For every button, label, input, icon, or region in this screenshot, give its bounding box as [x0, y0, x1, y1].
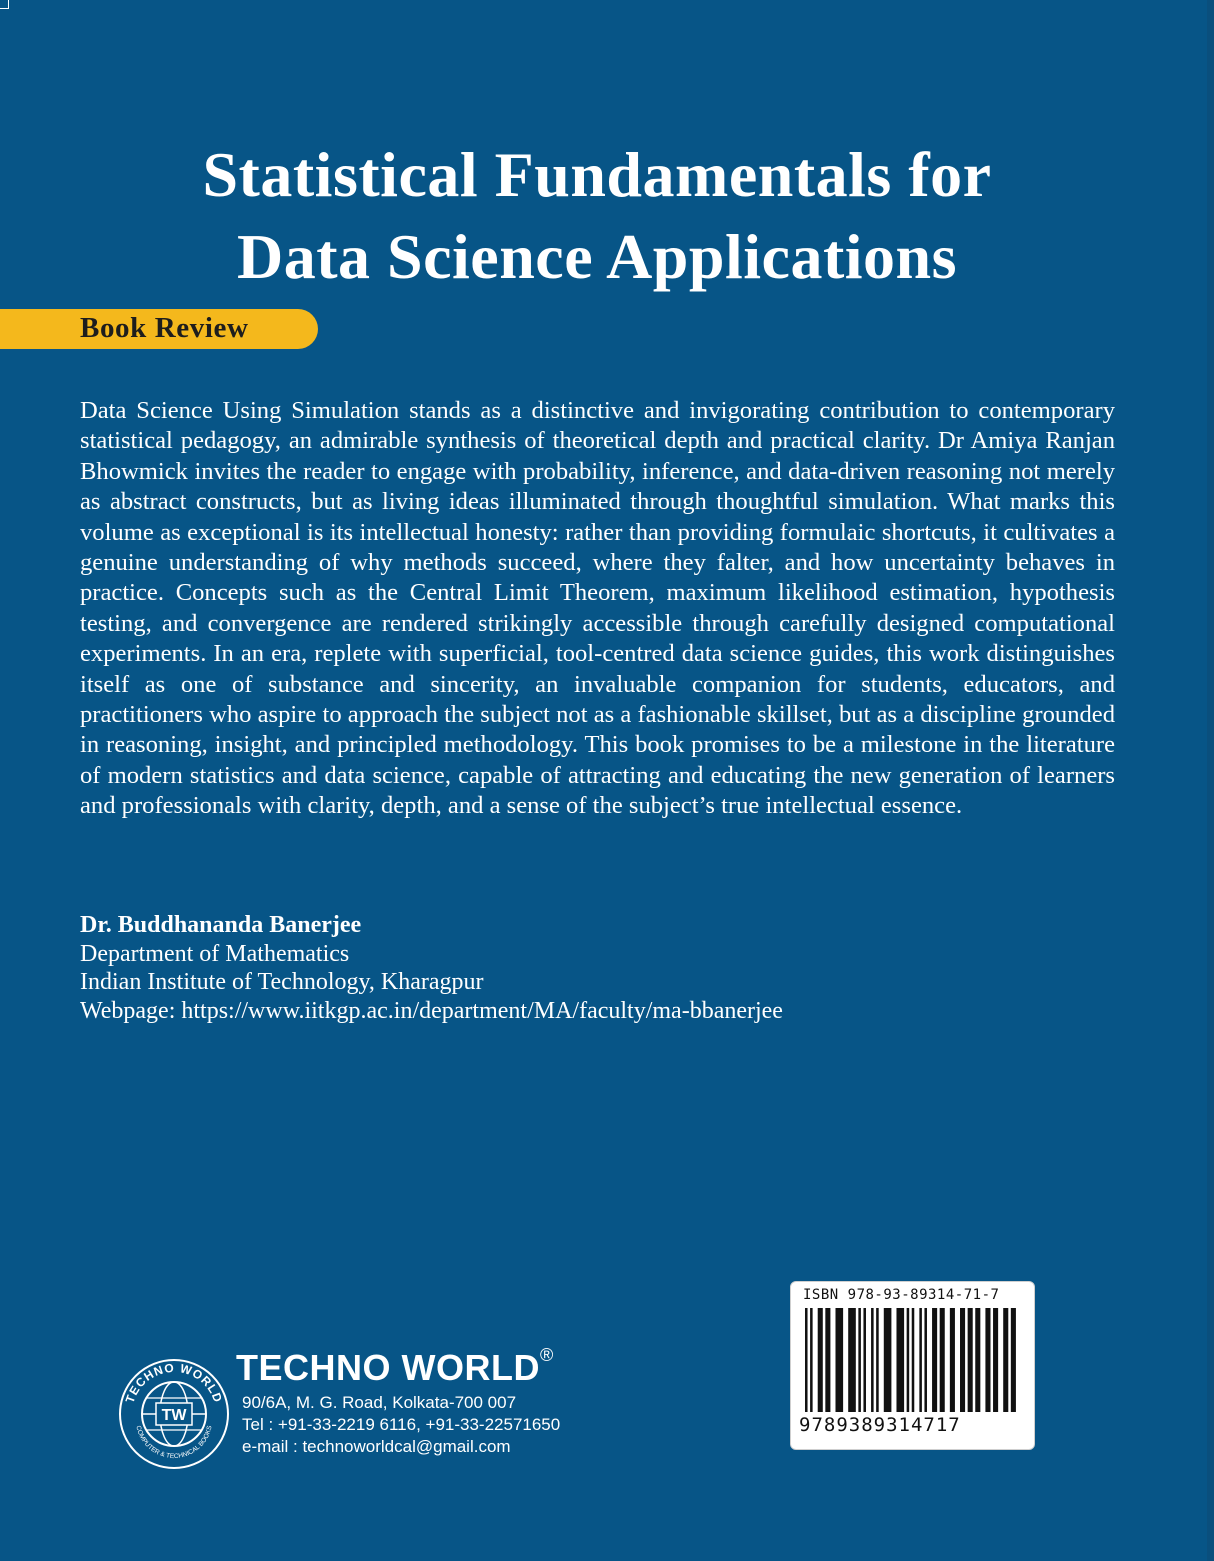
logo-bottom-text: COMPUTER & TECHNICAL BOOKS	[134, 1425, 214, 1461]
isbn-barcode	[790, 1281, 1035, 1450]
barcode-bar	[960, 1308, 965, 1412]
badge-label: Book Review	[80, 312, 249, 344]
barcode-bar	[863, 1308, 866, 1412]
barcode-bar	[871, 1308, 874, 1412]
reviewer-signature	[80, 911, 783, 1025]
barcode-bar	[912, 1308, 915, 1412]
barcode-bar	[907, 1308, 910, 1412]
barcode-bar	[825, 1308, 830, 1412]
book-review-badge	[0, 309, 318, 349]
barcode-bar	[932, 1308, 937, 1412]
barcode-bar	[940, 1308, 945, 1412]
registered-mark: ®	[539, 1345, 554, 1365]
publisher-address: 90/6A, M. G. Road, Kolkata-700 007	[242, 1393, 517, 1412]
barcode-bar	[818, 1308, 823, 1412]
publisher-phone: Tel : +91-33-2219 6116, +91-33-22571650	[242, 1415, 561, 1434]
reviewer-institute: Indian Institute of Technology, Kharagpur	[80, 969, 484, 996]
spine-edge	[1207, 0, 1214, 1561]
logo-monogram: TW	[161, 1407, 187, 1424]
barcode-bar	[848, 1308, 856, 1412]
barcode-bar	[924, 1308, 927, 1412]
title-line-2: Data Science Applications	[236, 221, 958, 292]
barcode-bar	[1011, 1308, 1016, 1412]
isbn-label: ISBN 978-93-89314-71-7	[803, 1287, 1000, 1303]
barcode-bar	[968, 1308, 973, 1412]
reviewer-department: Department of Mathematics	[80, 940, 350, 967]
barcode-bars	[805, 1308, 1021, 1412]
barcode-bar	[884, 1308, 892, 1412]
reviewer-name: Dr. Buddhananda Banerjee	[80, 912, 362, 938]
barcode-bar	[858, 1308, 861, 1412]
barcode-bar	[810, 1308, 813, 1412]
book-title	[60, 134, 1134, 298]
isbn-digits: 9789389314717	[799, 1414, 961, 1436]
barcode-bar	[876, 1308, 879, 1412]
barcode-bar	[993, 1308, 998, 1412]
logo-ring-text: TECHNO WORLD	[122, 1360, 226, 1405]
barcode-bar	[1003, 1308, 1008, 1412]
publisher-email: e-mail : technoworldcal@gmail.com	[242, 1437, 511, 1456]
review-text: Data Science Using Simulation stands as a distinctive and invigorating contribution to contemporary statistical pedagogy, an admirable synthesis of theoretical depth and practical clarity. Dr Amiya Ranjan Bhowmick invites the reader to engage with probability, inference, and data-driven reasoning not merely as abstract constructs, but as living ideas illuminated through thoughtful simulation. What marks this volume as exceptional is its intellectual honesty: rather than providing formulaic shortcuts, it cultivates a genuine understanding of why methods succeed, where they falter, and how uncertainty behaves in practice. Concepts such as the Central Limit Theorem, maximum likelihood estimation, hypothesis testing, and convergence are rendered strikingly accessible through carefully designed computational experiments. In an era, replete with superficial, tool-centred data science guides, this work distinguishes itself as one of substance and sincerity, an invaluable companion for students, educators, and practitioners who aspire to approach the subject not as a fashionable skillset, but as a discipline grounded in reasoning, insight, and principled methodology. This book promises to be a milestone in the literature of modern statistics and data science, capable of attracting and educating the new generation of learners and professionals with clarity, depth, and a sense of the subject’s true intellectual essence.	[80, 397, 1115, 820]
barcode-bar	[896, 1308, 904, 1412]
publisher-name	[236, 1347, 554, 1389]
barcode-bar	[950, 1308, 955, 1412]
title-line-1: Statistical Fundamentals for	[202, 139, 992, 210]
barcode-bar	[919, 1308, 922, 1412]
barcode-bar	[975, 1308, 980, 1412]
crop-mark	[0, 0, 9, 9]
barcode-bar	[985, 1308, 990, 1412]
publisher-logo	[118, 1358, 230, 1470]
publisher-name-text: TECHNO WORLD	[236, 1347, 540, 1388]
reviewer-webpage: Webpage: https://www.iitkgp.ac.in/department/MA/faculty/ma-bbanerjee	[80, 997, 783, 1024]
barcode-bar	[805, 1308, 808, 1412]
barcode-bar	[835, 1308, 843, 1412]
